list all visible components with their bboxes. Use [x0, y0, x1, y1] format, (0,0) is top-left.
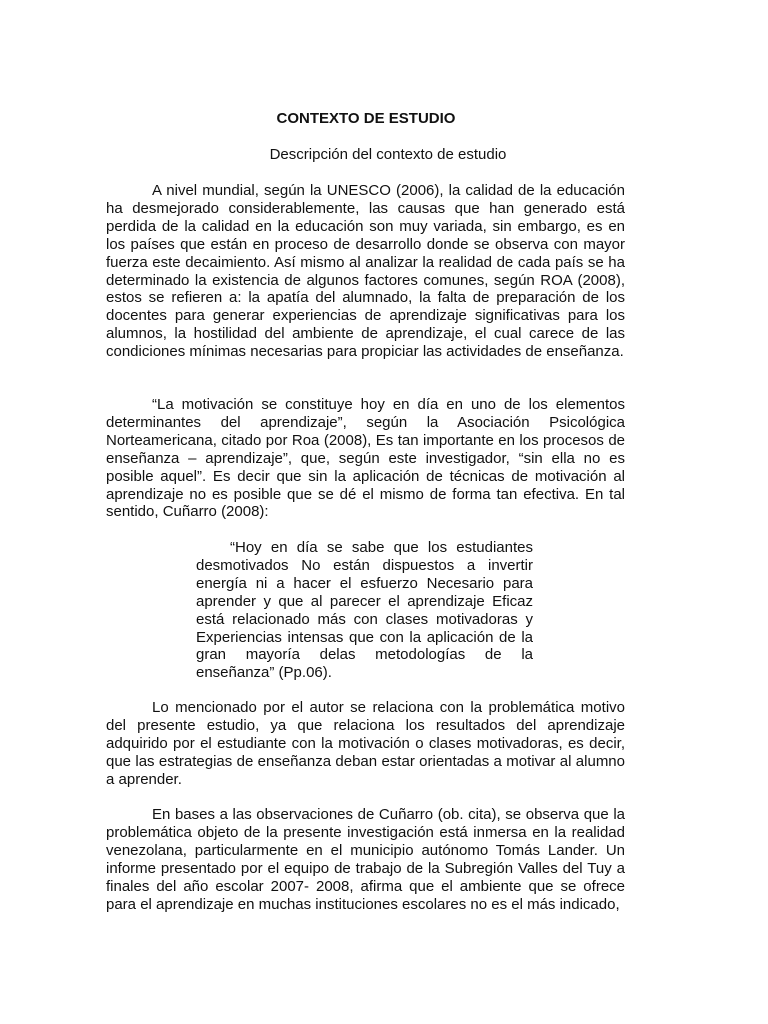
block-quote-cunarro: “Hoy en día se sabe que los estudiantes desmotivados No están dispuestos a invertir energía ni a hacer el esfuerzo Necesario para aprender y que al parecer el aprendizaje Eficaz está relacionado más con clases motivadoras y Experiencias intensas que con la aplicación de la gran mayoría delas metodologías de la enseñanza” (Pp.06).	[196, 539, 533, 682]
page-subtitle: Descripción del contexto de estudio	[269, 146, 507, 163]
paragraph-unesco: A nivel mundial, según la UNESCO (2006), la calidad de la educación ha desmejorado considerablemente, las causas que han generado está perdida de la calidad en la educación son muy variada, sin embargo, es en los países que están en proceso de desarrollo donde se observa con mayor fuerza este decaimiento. Así mismo al analizar la realidad de cada país se ha determinado la existencia de algunos factores comunes, según ROA (2008), estos se refieren a: la apatía del alumnado, la falta de preparación de los docentes para generar experiencias de aprendizaje significativas para los alumnos, la hostilidad del ambiente de aprendizaje, el cual carece de las condiciones mínimas necesarias para propiciar las actividades de enseñanza.	[106, 182, 625, 361]
paragraph-autor: Lo mencionado por el autor se relaciona con la problemática motivo del presente estudio, ya que relaciona los resultados del aprendizaje adquirido por el estudiante con la motivación o clases motivadoras, es decir, que las estrategias de enseñanza deban estar orientadas a motivar al alumno a aprender.	[106, 699, 625, 788]
page-title: CONTEXTO DE ESTUDIO	[276, 110, 456, 127]
paragraph-motivacion: “La motivación se constituye hoy en día en uno de los elementos determinantes del aprendizaje”, según la Asociación Psicológica Norteamericana, citado por Roa (2008), Es tan importante en los procesos de enseñanza – aprendizaje”, que, según este investigador, “sin ella no es posible aquel”. Es decir que sin la aplicación de técnicas de motivación al aprendizaje no es posible que se dé el mismo de forma tan efectiva. En tal sentido, Cuñarro (2008):	[106, 396, 625, 521]
paragraph-observaciones: En bases a las observaciones de Cuñarro (ob. cita), se observa que la problemática objeto de la presente investigación está inmersa en la realidad venezolana, particularmente en el municipio autónomo Tomás Lander. Un informe presentado por el equipo de trabajo de la Subregión Valles del Tuy a finales del año escolar 2007- 2008, afirma que el ambiente que se ofrece para el aprendizaje en muchas instituciones escolares no es el más indicado,	[106, 806, 625, 913]
